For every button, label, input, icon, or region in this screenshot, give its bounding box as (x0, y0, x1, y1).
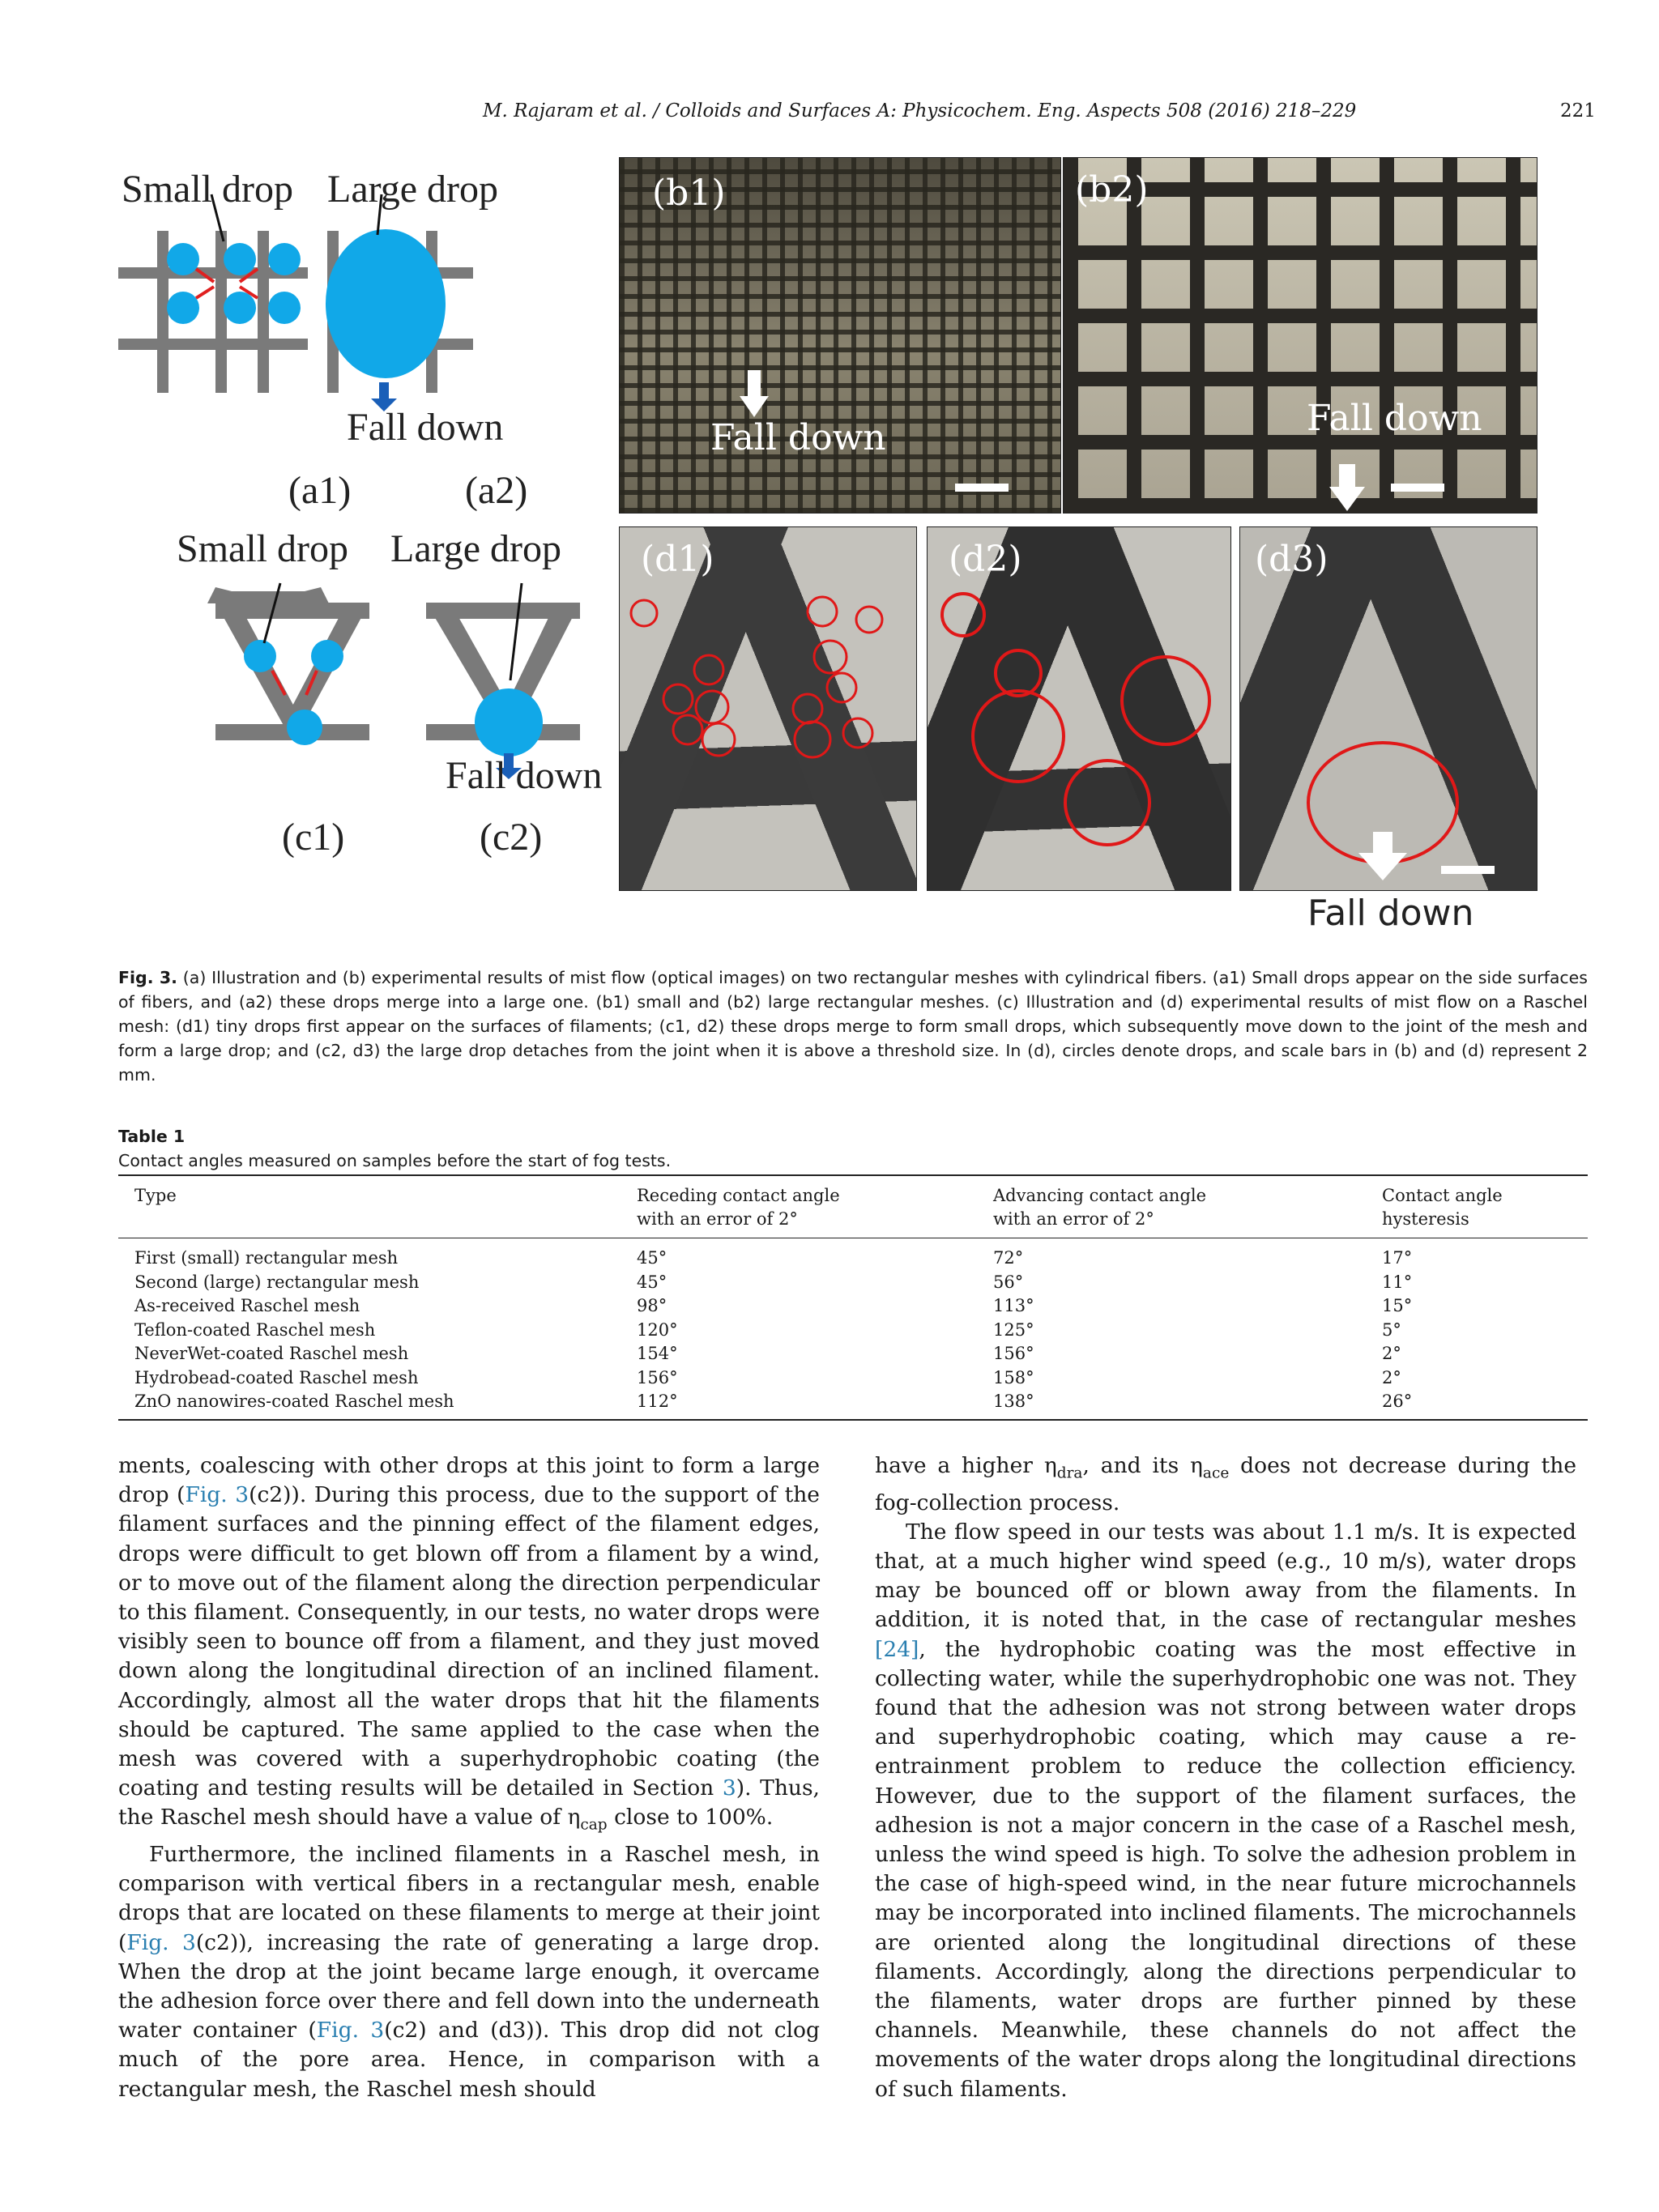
paragraph: ments, coalescing with other drops at this joint to form a large drop (Fig. 3(c2)). During this process, due to the support of the filament surfaces and the pinning effect of the filament edges, drops were difficult to get blown off from a filament by a wind, or to move out of the filament along the direction perpendicular to this filament. Consequently, in our tests, no water drops were visibly seen to bounce off from a filament, and they just moved down along the longitudinal direction of an inclined filament. Accordingly, almost all the water drops that hit the filaments should be captured. The same applied to the case when the mesh was covered with a superhydrophobic coating (the coating and testing results will be detailed in Section 3). Thus, the Raschel mesh should have a value of $\eta_{cap}$ close to 100%. (118, 1453, 820, 1834)
table-cell: 156° (993, 1344, 1034, 1363)
illustration-a (118, 154, 604, 648)
col-header-receding: Receding contact angle with an error of 2° (621, 1175, 977, 1238)
table-row (118, 1271, 1588, 1295)
body-column-left (118, 1451, 820, 2104)
photo-d2-label: (d2) (949, 539, 1022, 580)
table-row (118, 1342, 1588, 1366)
large-drop-c2 (475, 688, 543, 757)
caption-label: Fig. 3. (118, 968, 177, 987)
photo-d1-label: (d1) (641, 539, 714, 580)
c1-title: Small drop (177, 527, 348, 570)
table-cell: 45° (637, 1248, 667, 1268)
photo-b1 (619, 157, 1061, 514)
paragraph: Furthermore, the inclined filaments in a Raschel mesh, in comparison with vertical fibers in a rectangular mesh, enable drops that are located on these filaments to merge at their joint (Fig. 3(c2)), increasing the rate of generating a large drop. When the drop at the joint became large enough, it overcame the adhesion force over there and fell down into the underneath water container (Fig. 3(c2) and (d3)). This drop did not clog much of the pore area. Hence, in comparison with a rectangular mesh, the Raschel mesh should (118, 1841, 820, 2102)
figure-link[interactable]: Fig. 3 (316, 2018, 385, 2044)
photo-b1-label: (b1) (652, 173, 726, 214)
a1-title: Small drop (122, 168, 293, 211)
a2-fall-label: Fall down (347, 406, 504, 449)
table-caption (118, 1124, 671, 1173)
table-cell: 2° (1382, 1367, 1401, 1387)
col-header-advancing: Advancing contact angle with an error of 2° (977, 1175, 1366, 1238)
label-c1: (c1) (282, 816, 345, 859)
d3-fall-label: Fall down (1307, 893, 1474, 934)
photo-b2 (1063, 157, 1537, 514)
table-cell: Second (large) rectangular mesh (134, 1272, 420, 1292)
table-cell: 156° (637, 1367, 678, 1387)
table-cell: 11° (1382, 1272, 1413, 1292)
reference-link[interactable]: [24] (875, 1636, 919, 1662)
table-cell: 2° (1382, 1344, 1401, 1363)
down-arrow-icon (740, 370, 769, 417)
table-cell: ZnO nanowires-coated Raschel mesh (118, 1390, 621, 1420)
table-title: Contact angles measured on samples before the start of fog tests. (118, 1151, 672, 1170)
figure-link[interactable]: Fig. 3 (185, 1482, 249, 1508)
a2-title: Large drop (327, 168, 499, 211)
table-cell: 15° (1382, 1296, 1413, 1315)
table-row (118, 1294, 1588, 1319)
table-cell: 158° (993, 1367, 1034, 1387)
drop-circles (620, 527, 916, 890)
down-arrow-icon (1329, 464, 1365, 511)
col-header-hysteresis: Contact angle hysteresis (1366, 1175, 1588, 1238)
running-title: M. Rajaram et al. / Colloids and Surfaces A: Physicochem. Eng. Aspects 508 (2016) 218–229 (483, 100, 1357, 121)
table-cell: 138° (977, 1390, 1366, 1420)
scale-bar (955, 484, 1009, 492)
figure-3 (118, 154, 1544, 964)
caption-text: (a) Illustration and (b) experimental results of mist flow (optical images) on two rectangular meshes with cylindrical fibers. (a1) Small drops appear on the side surfaces of fibers, and (a2) these drops merge into a large one. (b1) small and (b2) large rectangular meshes. (c) Illustration and (d) experimental results of mist flow on a Raschel mesh: (d1) tiny drops first appear on the surfaces of filaments; (c1, d2) these drops merge to form small drops, which subsequently move down to the joint of the mesh and form a large drop; and (c2, d3) the large drop detaches from the joint when it is above a threshold size. In (d), circles denote drops, and scale bars in (b) and (d) represent 2 mm. (118, 968, 1588, 1085)
table-cell: 5° (1382, 1319, 1401, 1340)
col-header-type: Type (118, 1175, 621, 1238)
table-cell: 113° (993, 1296, 1034, 1315)
small-drops-a1 (167, 243, 301, 324)
photo-d1 (619, 526, 917, 891)
drop-circles (1240, 527, 1537, 890)
table-cell: 56° (993, 1272, 1024, 1292)
table-cell: 17° (1382, 1248, 1413, 1268)
label-a2: (a2) (465, 469, 528, 512)
scale-bar (1391, 484, 1444, 492)
table-cell: 154° (637, 1344, 678, 1363)
table-cell: 98° (637, 1296, 667, 1315)
body-column-right (875, 1451, 1576, 2104)
photo-b2-label: (b2) (1075, 169, 1149, 211)
paragraph: have a higher $\eta_{dra}$, and its $\eta_{ace}$ does not decrease during the fog-collection process. (875, 1453, 1577, 1515)
table-row (118, 1238, 1588, 1271)
table-cell: 112° (621, 1390, 977, 1420)
photo-b2-fall-label: Fall down (1307, 398, 1482, 439)
drop-circles (928, 527, 1230, 890)
paragraph: The flow speed in our tests was about 1.1 m/s. It is expected that, at a much higher wind speed (e.g., 10 m/s), water drops may be bounced off or blown away from the filaments. In addition, it is noted that, in the case of rectangular meshes [24], the hydrophobic coating was the most effective in collecting water, while the superhydrophobic one was not. They found that the adhesion was not strong between water drops and superhydrophobic coating, which may cause a re-entrainment problem to reduce the collection efficiency. However, due to the support of the filament surfaces, the adhesion is not a major concern in the case of a Raschel mesh, unless the wind speed is high. To solve the adhesion problem in the case of high-speed wind, in the near future microchannels may be incorporated into inclined filaments. The microchannels are oriented along the longitudinal directions of these filaments. Accordingly, along the directions perpendicular to the filaments, water drops are further pinned by these channels. Meanwhile, these channels do not affect the movements of the water drops along the longitudinal directions of such filaments. (875, 1519, 1576, 2102)
c2-title: Large drop (390, 527, 562, 570)
contact-angle-table (118, 1174, 1588, 1421)
label-a1: (a1) (288, 469, 352, 512)
table-label: Table 1 (118, 1127, 186, 1146)
photo-d2 (927, 526, 1231, 891)
figure-caption (118, 965, 1588, 1087)
photo-b1-fall-label: Fall down (710, 417, 886, 458)
table-cell: NeverWet-coated Raschel mesh (134, 1344, 409, 1363)
table-cell: 45° (637, 1272, 667, 1292)
table-cell: Hydrobead-coated Raschel mesh (134, 1367, 419, 1387)
large-drop-a2 (326, 229, 446, 378)
figure-link[interactable]: Fig. 3 (126, 1929, 196, 1955)
table-row (118, 1366, 1588, 1391)
photo-d3-label: (d3) (1255, 539, 1328, 580)
table-row (118, 1390, 1588, 1420)
down-arrow-icon (1358, 832, 1407, 880)
page-number: 221 (1560, 100, 1596, 121)
table-cell: 120° (637, 1319, 678, 1340)
table-cell: As-received Raschel mesh (134, 1296, 360, 1315)
table-cell: 125° (993, 1319, 1034, 1340)
table-cell: 26° (1366, 1390, 1588, 1420)
c2-fall-label: Fall down (446, 754, 603, 797)
table-row (118, 1319, 1588, 1343)
photo-d3 (1239, 526, 1537, 891)
table-cell: 72° (993, 1248, 1024, 1268)
table-header-row (118, 1175, 1588, 1238)
table-cell: Teflon-coated Raschel mesh (134, 1319, 376, 1340)
label-c2: (c2) (480, 816, 543, 859)
table-cell: First (small) rectangular mesh (134, 1248, 399, 1268)
section-link[interactable]: 3 (722, 1775, 736, 1801)
